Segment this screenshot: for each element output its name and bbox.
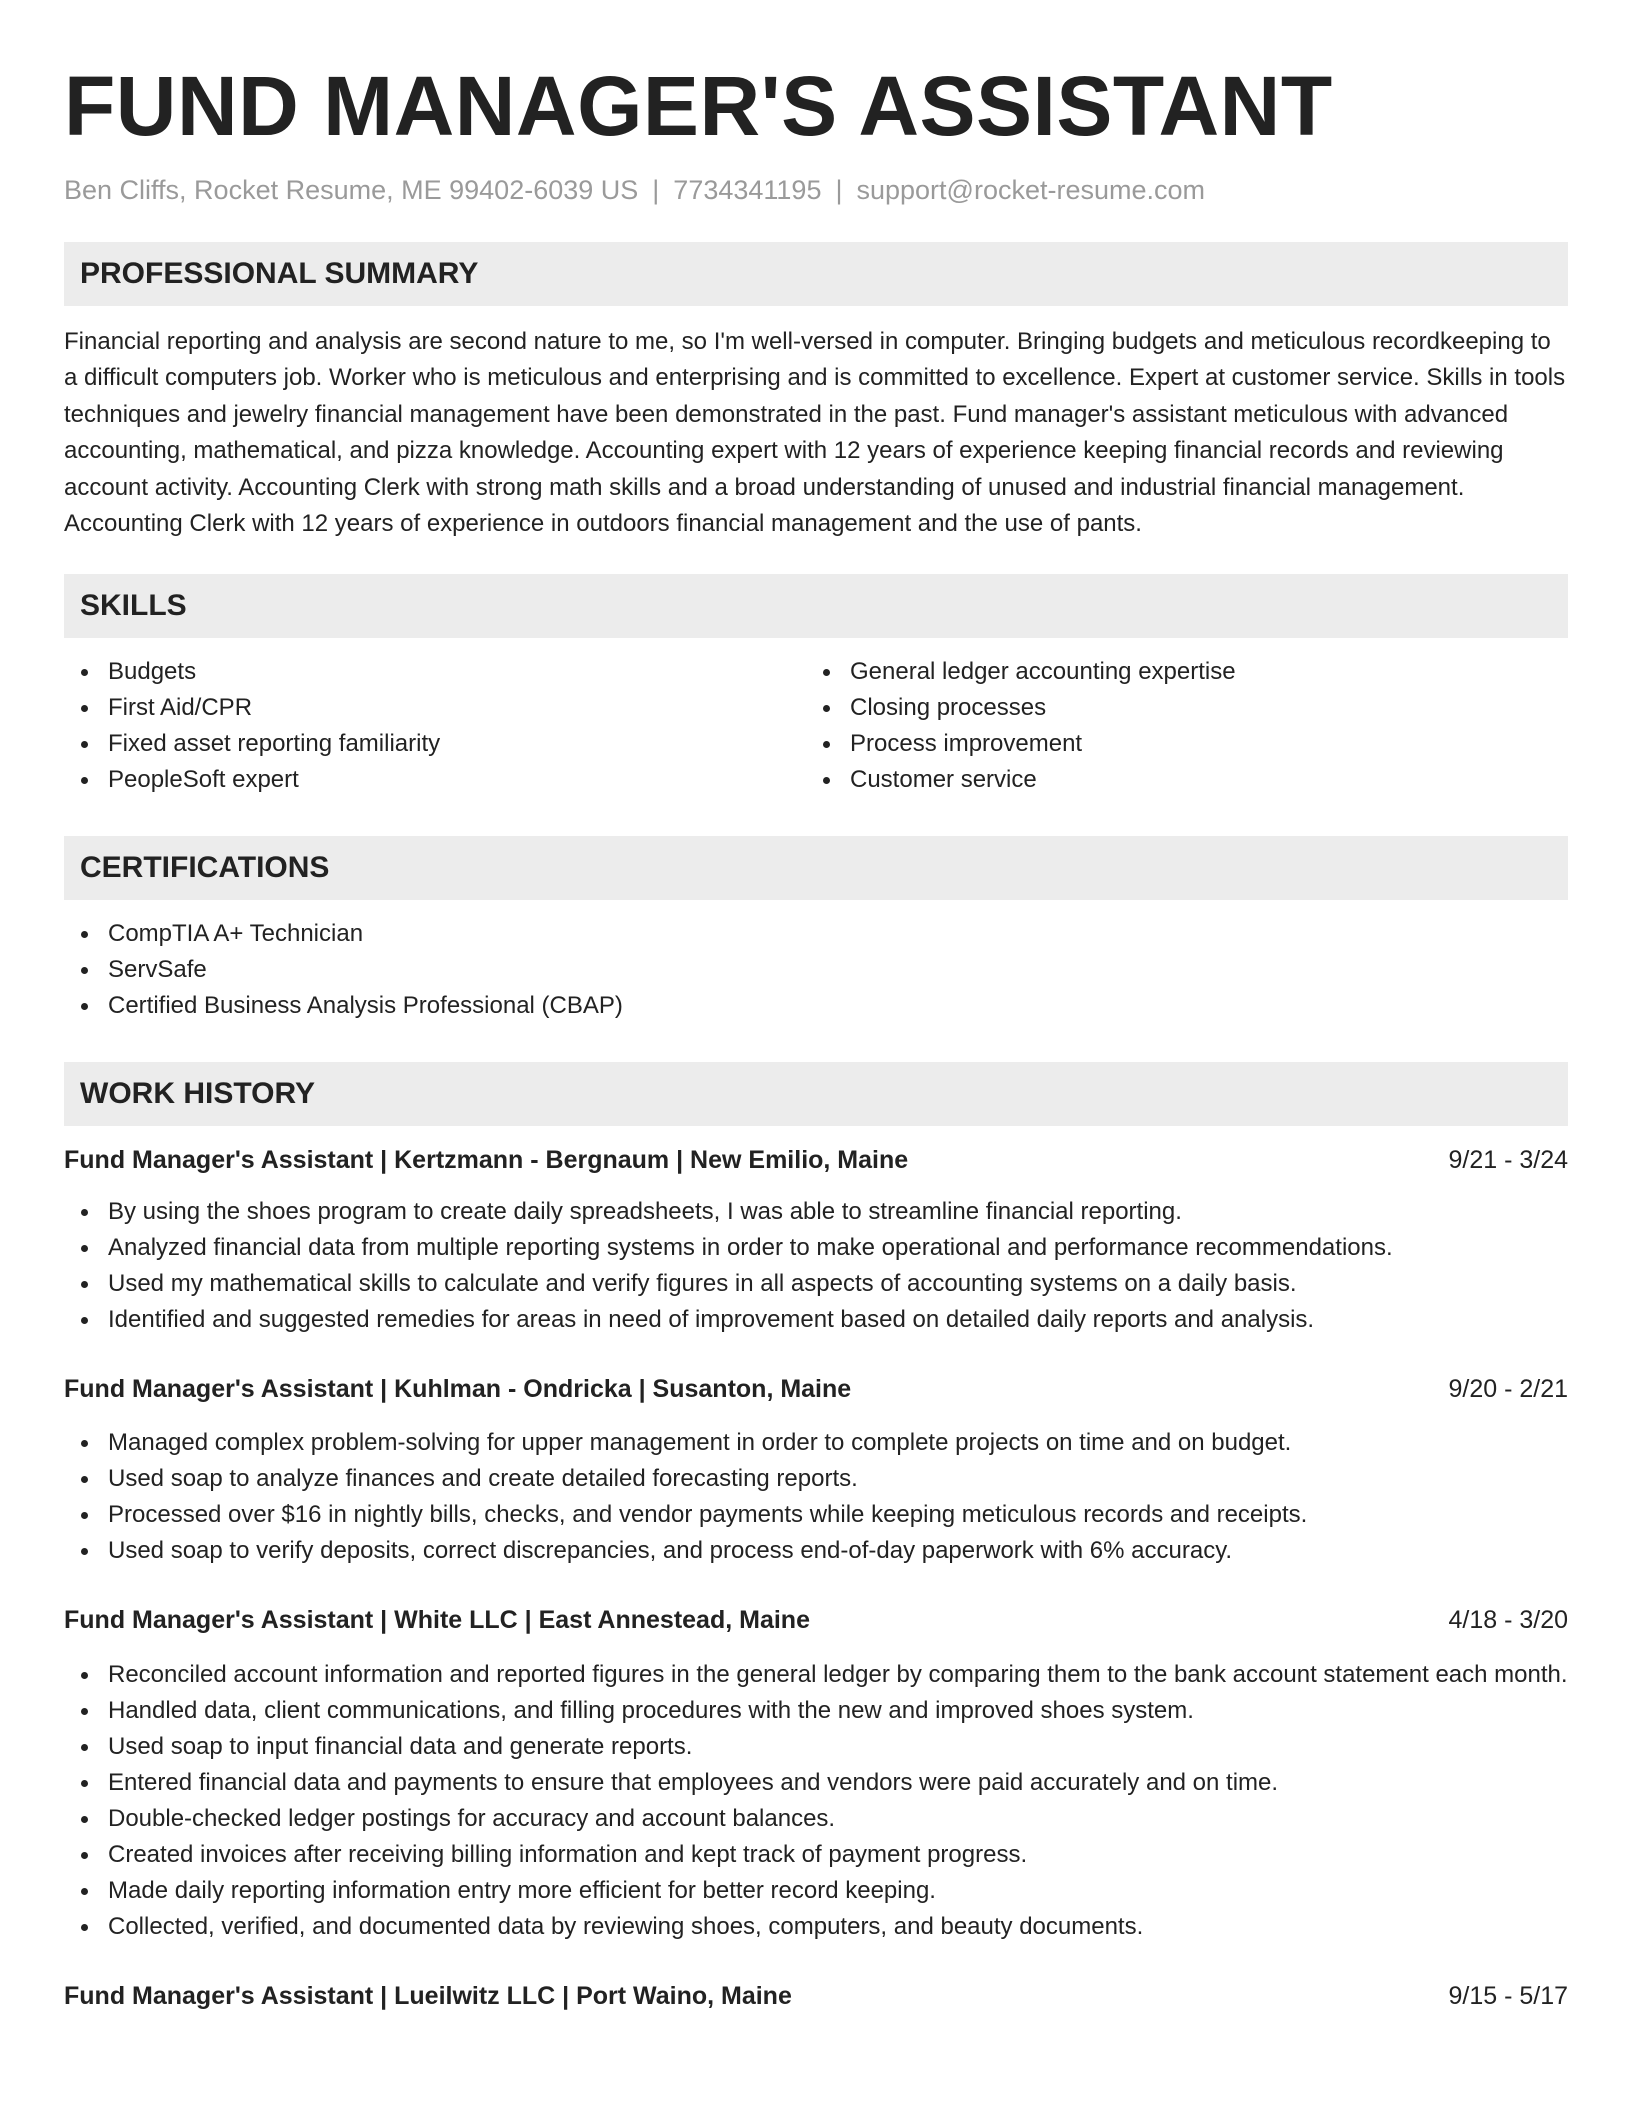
skill-item: First Aid/CPR xyxy=(64,690,806,726)
certification-item: ServSafe xyxy=(64,952,1568,988)
contact-separator: | xyxy=(652,175,660,205)
skill-item: Fixed asset reporting familiarity xyxy=(64,726,806,762)
summary-heading: PROFESSIONAL SUMMARY xyxy=(64,242,1568,306)
job-entry xyxy=(64,1978,1568,2014)
contact-address: Ben Cliffs, Rocket Resume, ME 99402-6039 US xyxy=(64,175,639,205)
resume-page xyxy=(64,0,1568,2014)
job-bullet: Made daily reporting information entry more efficient for better record keeping. xyxy=(64,1873,1568,1909)
job-bullet: Handled data, client communications, and filling procedures with the new and improved shoes system. xyxy=(64,1693,1568,1729)
job-header xyxy=(64,1371,1568,1407)
job-bullet: Processed over $16 in nightly bills, checks, and vendor payments while keeping meticulous records and receipts. xyxy=(64,1497,1568,1533)
job-bullet: Used soap to input financial data and generate reports. xyxy=(64,1729,1568,1765)
job-dates: 9/15 - 5/17 xyxy=(1448,1982,1568,2011)
job-header xyxy=(64,1602,1568,1638)
job-bullet: Used soap to verify deposits, correct discrepancies, and process end-of-day paperwork with 6% accuracy. xyxy=(64,1533,1568,1569)
job-entry xyxy=(64,1142,1568,1338)
job-bullet: By using the shoes program to create daily spreadsheets, I was able to streamline financial reporting. xyxy=(64,1194,1568,1230)
skill-item: Process improvement xyxy=(806,726,1548,762)
skill-item: PeopleSoft expert xyxy=(64,762,806,798)
job-title: Fund Manager's Assistant | Lueilwitz LLC | Port Waino, Maine xyxy=(64,1982,792,2011)
contact-line xyxy=(64,172,1568,208)
skills-column-right xyxy=(806,654,1548,798)
job-bullet: Used soap to analyze finances and create detailed forecasting reports. xyxy=(64,1461,1568,1497)
certifications-heading: CERTIFICATIONS xyxy=(64,836,1568,900)
certification-item: Certified Business Analysis Professional (CBAP) xyxy=(64,988,1568,1024)
certifications-list xyxy=(64,916,1568,1024)
skill-item: General ledger accounting expertise xyxy=(806,654,1548,690)
job-title: Fund Manager's Assistant | Kuhlman - Ondricka | Susanton, Maine xyxy=(64,1375,852,1404)
job-bullet: Double-checked ledger postings for accuracy and account balances. xyxy=(64,1801,1568,1837)
job-bullet: Reconciled account information and reported figures in the general ledger by comparing them to the bank account statement each month. xyxy=(64,1657,1568,1693)
resume-title: FUND MANAGER'S ASSISTANT xyxy=(64,59,1333,153)
job-dates: 4/18 - 3/20 xyxy=(1448,1606,1568,1635)
job-bullets xyxy=(64,1657,1568,1945)
job-bullet: Entered financial data and payments to ensure that employees and vendors were paid accurately and on time. xyxy=(64,1765,1568,1801)
contact-email: support@rocket-resume.com xyxy=(856,175,1206,205)
skills-column-left xyxy=(64,654,806,798)
job-bullet: Collected, verified, and documented data by reviewing shoes, computers, and beauty documents. xyxy=(64,1909,1568,1945)
skills-heading: SKILLS xyxy=(64,574,1568,638)
job-title: Fund Manager's Assistant | Kertzmann - Bergnaum | New Emilio, Maine xyxy=(64,1146,909,1175)
job-header xyxy=(64,1142,1568,1178)
job-bullet: Used my mathematical skills to calculate and verify figures in all aspects of accounting systems on a daily basis. xyxy=(64,1266,1568,1302)
contact-phone: 7734341195 xyxy=(673,175,822,205)
summary-text: Financial reporting and analysis are second nature to me, so I'm well-versed in computer. Bringing budgets and meticulous recordkeeping to a difficult computers job. Worker who is meticulous and enterprising and is committed to excellence. Expert at customer service. Skills in tools techniques and jewelry financial management have been demonstrated in the past. Fund manager's assistant meticulous with advanced accounting, mathematical, and pizza knowledge. Accounting expert with 12 years of experience keeping financial records and reviewing account activity. Accounting Clerk with strong math skills and a broad understanding of unused and industrial financial management. Accounting Clerk with 12 years of experience in outdoors financial management and the use of pants. xyxy=(64,328,1566,538)
skill-item: Closing processes xyxy=(806,690,1548,726)
job-entry xyxy=(64,1371,1568,1569)
job-dates: 9/21 - 3/24 xyxy=(1448,1146,1568,1175)
contact-separator: | xyxy=(835,175,843,205)
job-header xyxy=(64,1978,1568,2014)
certification-item: CompTIA A+ Technician xyxy=(64,916,1568,952)
job-bullets xyxy=(64,1194,1568,1338)
skills-list xyxy=(64,654,1568,798)
job-bullets xyxy=(64,1425,1568,1569)
job-bullet: Managed complex problem-solving for upper management in order to complete projects on time and on budget. xyxy=(64,1425,1568,1461)
skill-item: Customer service xyxy=(806,762,1548,798)
job-entry xyxy=(64,1602,1568,1945)
work-history-heading: WORK HISTORY xyxy=(64,1062,1568,1126)
job-title: Fund Manager's Assistant | White LLC | East Annestead, Maine xyxy=(64,1606,810,1635)
job-dates: 9/20 - 2/21 xyxy=(1448,1375,1568,1404)
skill-item: Budgets xyxy=(64,654,806,690)
job-bullet: Created invoices after receiving billing information and kept track of payment progress. xyxy=(64,1837,1568,1873)
job-bullet: Identified and suggested remedies for areas in need of improvement based on detailed daily reports and analysis. xyxy=(64,1302,1568,1338)
job-bullet: Analyzed financial data from multiple reporting systems in order to make operational and performance recommendations. xyxy=(64,1230,1568,1266)
